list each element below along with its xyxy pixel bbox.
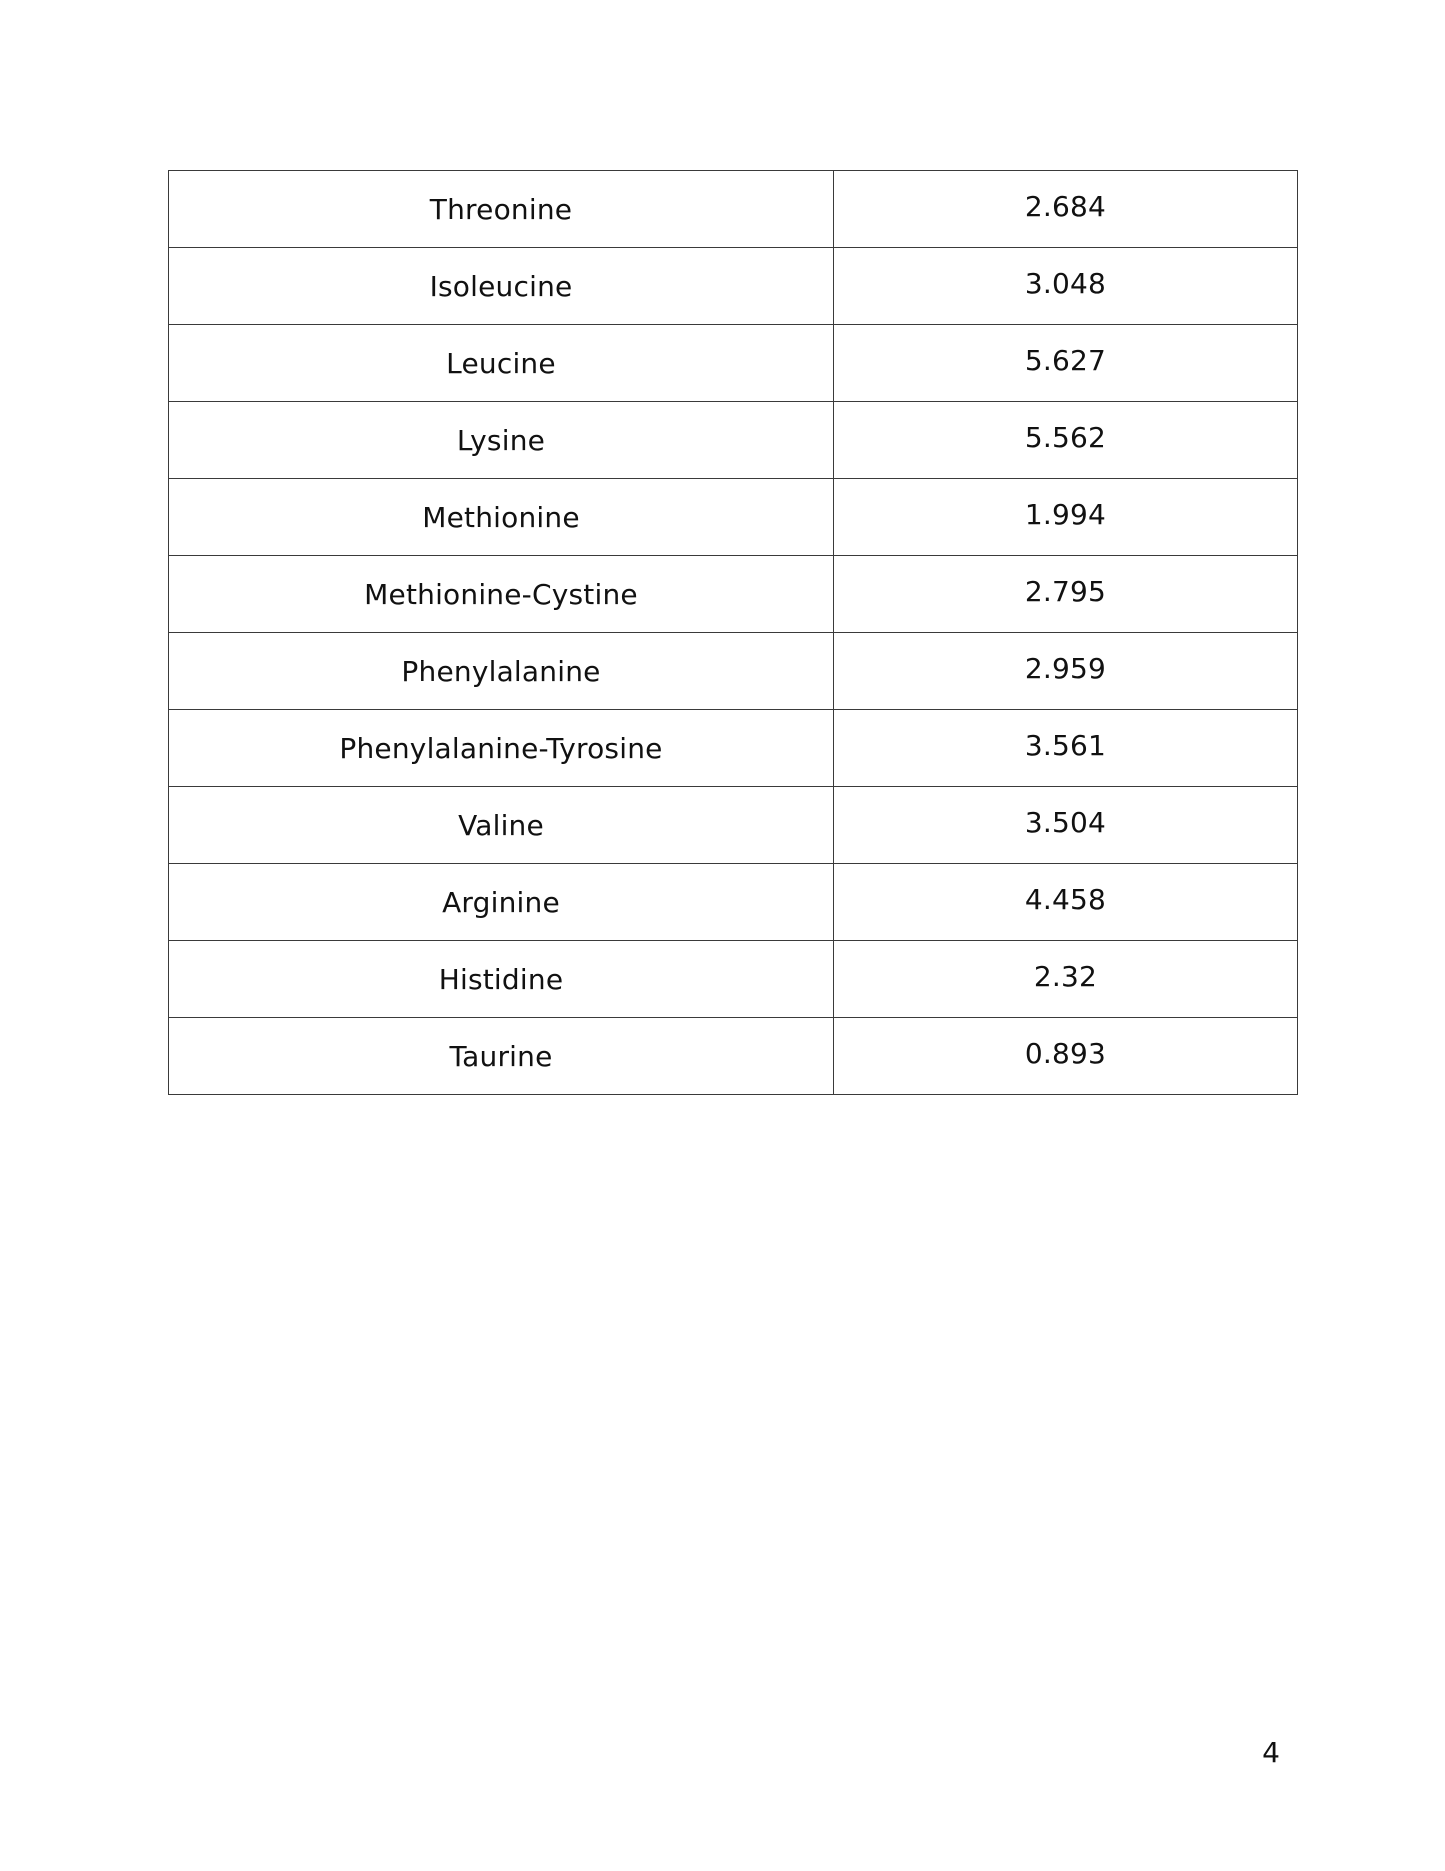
table-row (169, 556, 1298, 633)
table-row (169, 864, 1298, 941)
amino-acid-name-cell: Phenylalanine-Tyrosine (169, 710, 834, 787)
table-row (169, 1018, 1298, 1095)
amino-acid-name-cell: Lysine (169, 402, 834, 479)
table-row (169, 941, 1298, 1018)
amino-acid-value: 3.048 (1024, 266, 1107, 300)
table-row (169, 479, 1298, 556)
table-row (169, 402, 1298, 479)
amino-acid-value-cell (834, 556, 1298, 633)
amino-acid-value-cell (834, 787, 1298, 864)
amino-acid-value-cell (834, 941, 1298, 1018)
amino-acid-name-cell: Taurine (169, 1018, 834, 1095)
amino-acid-value: 5.627 (1024, 343, 1107, 377)
page-number: 4 (1262, 1736, 1280, 1769)
table-row (169, 710, 1298, 787)
amino-acid-value: 2.795 (1024, 574, 1107, 608)
amino-acid-value: 4.458 (1024, 882, 1107, 916)
amino-acid-value: 0.893 (1024, 1036, 1107, 1070)
amino-acid-value-cell (834, 325, 1298, 402)
amino-acid-value: 2.684 (1024, 189, 1107, 223)
table-row (169, 171, 1298, 248)
table-row (169, 787, 1298, 864)
amino-acid-name-cell: Leucine (169, 325, 834, 402)
amino-acid-value-cell (834, 864, 1298, 941)
amino-acid-name-cell: Phenylalanine (169, 633, 834, 710)
amino-acid-value: 5.562 (1024, 420, 1107, 454)
amino-acid-value-cell (834, 710, 1298, 787)
amino-acid-table (168, 170, 1298, 1095)
amino-acid-name-cell: Valine (169, 787, 834, 864)
table-row (169, 633, 1298, 710)
amino-acid-name-cell: Arginine (169, 864, 834, 941)
amino-acid-value-cell (834, 633, 1298, 710)
amino-acid-value: 2.959 (1024, 651, 1107, 685)
amino-acid-name-cell: Methionine (169, 479, 834, 556)
amino-acid-value-cell (834, 402, 1298, 479)
amino-acid-value: 3.504 (1024, 805, 1107, 839)
amino-acid-name-cell: Histidine (169, 941, 834, 1018)
amino-acid-value: 2.32 (1033, 959, 1098, 993)
amino-acid-name-cell: Isoleucine (169, 248, 834, 325)
amino-acid-value-cell (834, 171, 1298, 248)
amino-acid-value-cell (834, 1018, 1298, 1095)
amino-acid-value: 3.561 (1024, 728, 1107, 762)
amino-acid-value-cell (834, 248, 1298, 325)
table-row (169, 248, 1298, 325)
amino-acid-name-cell: Methionine-Cystine (169, 556, 834, 633)
amino-acid-name-cell: Threonine (169, 171, 834, 248)
amino-acid-value-cell (834, 479, 1298, 556)
table-row (169, 325, 1298, 402)
amino-acid-value: 1.994 (1024, 497, 1107, 531)
